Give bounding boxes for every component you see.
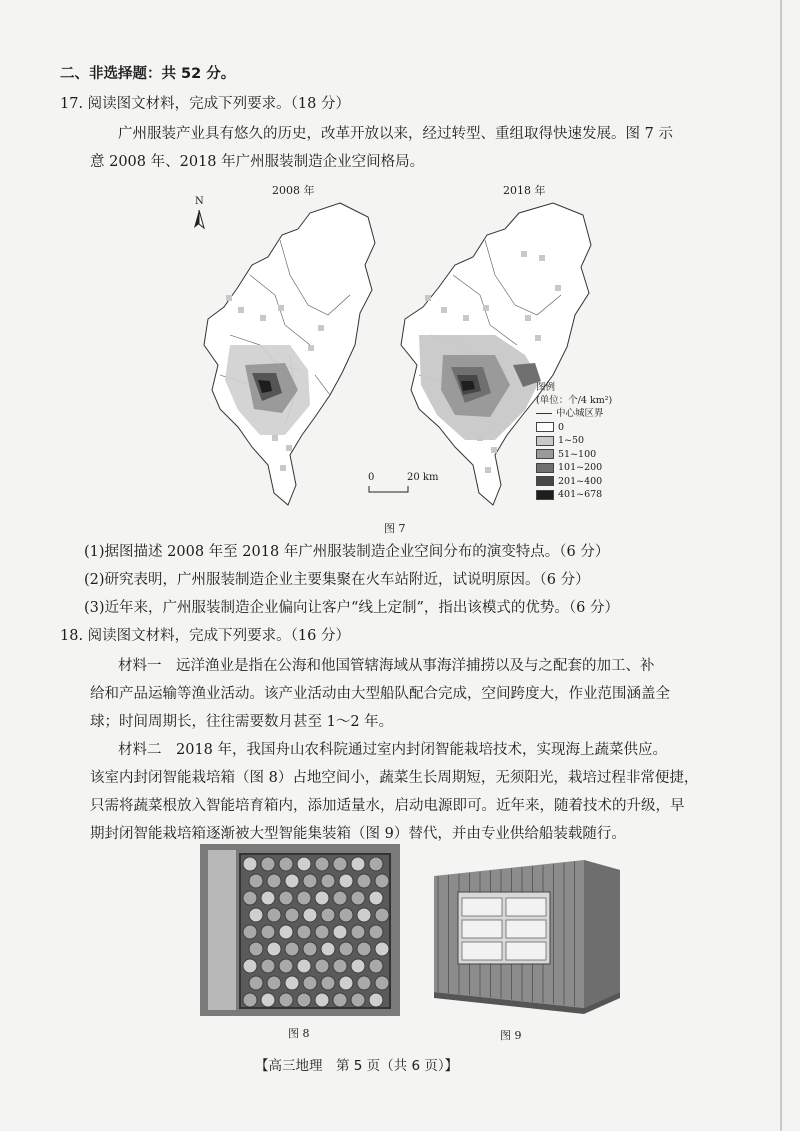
q17-intro-line2: 意 2008 年、2018 年广州服装制造企业空间格局。: [90, 154, 425, 170]
legend-title: 图例: [536, 382, 556, 393]
legend-class-4: [536, 475, 612, 489]
north-arrow-icon: N: [191, 198, 207, 232]
scale-bar: [368, 486, 410, 494]
q17-heading: 17. 阅读图文材料，完成下列要求。（18 分）: [60, 96, 350, 112]
scale-zero: 0: [368, 472, 375, 483]
q17-sub2: (2)研究表明，广州服装制造企业主要集聚在火车站附近，试说明原因。（6 分）: [84, 572, 590, 588]
map-legend: [536, 381, 612, 502]
q18-m2-line4: 期封闭智能栽培箱逐渐被大型智能集装箱（图 9）替代，并由专业供给船装载随行。: [90, 826, 626, 842]
legend-class-0: [536, 421, 612, 435]
q18-m2-line2: 该室内封闭智能栽培箱（图 8）占地空间小，蔬菜生长周期短，无须阳光，栽培过程非常便捷，: [90, 770, 699, 786]
legend-class-2: [536, 448, 612, 462]
q17-sub1: (1)据图描述 2008 年至 2018 年广州服装制造企业空间分布的演变特点。（6 分）: [84, 544, 610, 560]
figure-8-image: [200, 844, 400, 1016]
q18-m1-line1: 材料一 远洋渔业是指在公海和他国管辖海域从事海洋捕捞以及与之配套的加工、补: [118, 658, 655, 674]
page-footer: 【高三地理 第 5 页（共 6 页）】: [255, 1058, 459, 1074]
map-2008-title: 2008 年: [272, 184, 315, 197]
legend-label: 0: [558, 421, 565, 433]
legend-swatch: [536, 476, 554, 486]
map-2018-title: 2018 年: [503, 184, 546, 197]
scale-label: 20 km: [407, 472, 439, 483]
legend-swatch: [536, 436, 554, 446]
q18-m1-line3: 球；时间周期长，往往需要数月甚至 1～2 年。: [90, 714, 394, 730]
legend-swatch: [536, 463, 554, 473]
q17-intro-line1: 广州服装产业具有悠久的历史，改革开放以来，经过转型、重组取得快速发展。图 7 示: [118, 126, 673, 142]
legend-swatch: [536, 422, 554, 432]
q18-m1-line2: 给和产品运输等渔业活动。该产业活动由大型船队配合完成，空间跨度大，作业范围涵盖全: [90, 686, 670, 702]
map-2008: [190, 195, 390, 515]
legend-swatch: [536, 449, 554, 459]
figure-8-caption: 图 8: [288, 1027, 310, 1040]
legend-class-5: [536, 488, 612, 502]
page-edge: [780, 0, 782, 1131]
legend-label: 201~400: [558, 475, 603, 487]
q18-m2-line3: 只需将蔬菜根放入智能培育箱内，添加适量水，启动电源即可。近年来，随着技术的升级，早: [90, 798, 685, 814]
legend-class-3: [536, 461, 612, 475]
legend-label: 101~200: [558, 462, 603, 474]
boundary-line-icon: [536, 413, 552, 414]
figure-7-caption: 图 7: [384, 522, 406, 535]
figure-9-image: [424, 852, 624, 1014]
legend-label: 51~100: [558, 448, 597, 460]
legend-label: 1~50: [558, 435, 585, 447]
legend-boundary: 中心城区界: [536, 407, 612, 421]
figure-9-caption: 图 9: [500, 1029, 522, 1042]
q18-heading: 18. 阅读图文材料，完成下列要求。（16 分）: [60, 628, 350, 644]
legend-label: 401~678: [558, 489, 603, 501]
legend-unit: (单位：个/4 km²): [536, 395, 613, 406]
section-header: 二、非选择题：共 52 分。: [60, 66, 236, 82]
q18-m2-line1: 材料二 2018 年，我国舟山农科院通过室内封闭智能栽培技术，实现海上蔬菜供应。: [118, 742, 668, 758]
q17-sub3: (3)近年来，广州服装制造企业偏向让客户“线上定制”，指出该模式的优势。（6 分）: [84, 600, 619, 616]
legend-class-1: [536, 434, 612, 448]
legend-swatch: [536, 490, 554, 500]
